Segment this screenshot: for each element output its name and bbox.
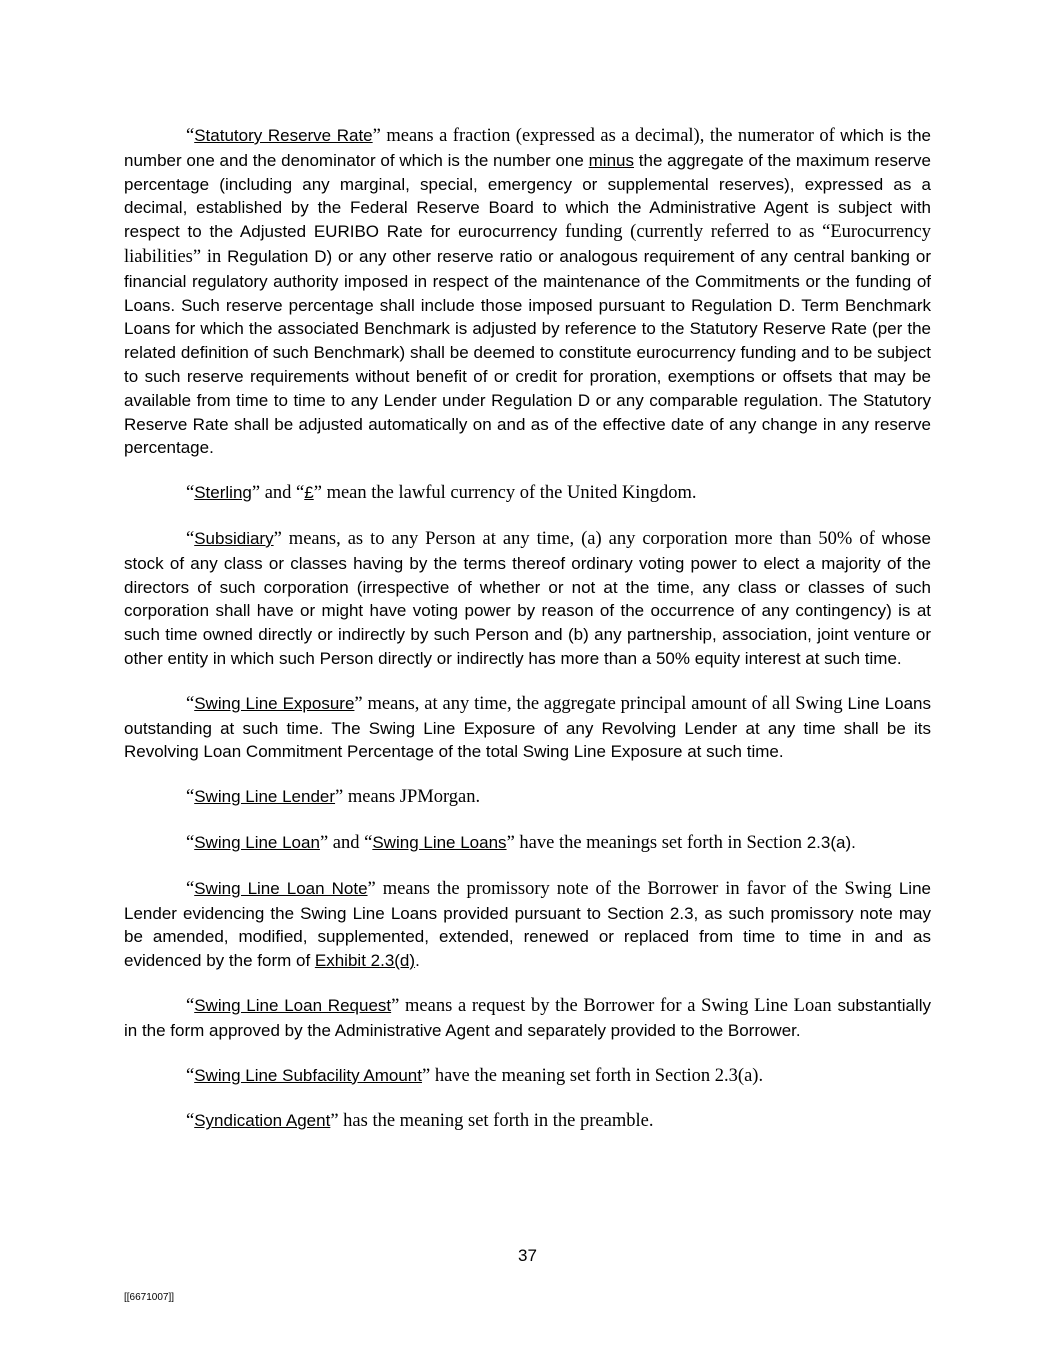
defined-term: Swing Line Loan Request <box>194 995 392 1015</box>
defined-term: £ <box>304 483 314 503</box>
defined-term: Swing Line Lender <box>194 787 336 807</box>
definition-statutory-reserve-rate: “Statutory Reserve Rate” means a fraction (expressed as a decimal), the numerator of which is the number one and the denominator of which is the number one minus the aggregate of the maximum reserve percentage (including any marginal, special, emergency or supplemental reserves), expressed as a decimal, established by the Federal Reserve Board to which the Administrative Agent is subject with respect to the Adjusted EURIBO Rate for eurocurrency funding (currently referred to as “Eurocurrency liabilities” in Regulation D) or any other reserve ratio or analogous requirement of any central banking or financial regulatory authority imposed in respect of the maintenance of the Commitments or the funding of Loans. Such reserve percentage shall include those imposed pursuant to Regulation D. Term Benchmark Loans for which the associated Benchmark is adjusted by reference to the Statutory Reserve Rate (per the related definition of such Benchmark) shall be deemed to constitute eurocurrency funding and to be subject to such reserve requirements without benefit of or credit for proration, exemptions or offsets that may be available from time to time to any Lender under Regulation D or any comparable regulation. The Statutory Reserve Rate shall be adjusted automatically on and as of the effective date of any change in any reserve percentage. <box>124 126 932 458</box>
definition-swing-line-subfacility-amount: “Swing Line Subfacility Amount” have the meaning set forth in Section 2.3(a). <box>186 1065 764 1086</box>
definition-sterling: “Sterling” and “£” mean the lawful currency of the United Kingdom. <box>186 483 697 504</box>
definition-swing-line-exposure: “Swing Line Exposure” means, at any time, the aggregate principal amount of all Swing Line Loans outstanding at such time. The Swing Line Exposure of any Revolving Lender at any time shall be its Revolving Loan Commitment Percentage of the total Swing Line Exposure at such time. <box>124 693 931 762</box>
defined-term: Swing Line Loan <box>194 832 320 852</box>
defined-term: Statutory Reserve Rate <box>194 126 373 145</box>
defined-term: Swing Line Subfacility Amount <box>194 1065 422 1085</box>
defined-term: Swing Line Loans <box>372 832 507 852</box>
defined-term: Sterling <box>194 483 252 503</box>
definition-subsidiary: “Subsidiary” means, as to any Person at any time, (a) any corporation more than 50% of whose stock of any class or classes having by the terms thereof ordinary voting power to elect a majority of the directors of such corporation (irrespective of whether or not at the time, any class or classes of such corporation shall have or might have voting power by reason of the occurrence of any contingency) is at such time owned directly or indirectly by such Person and (b) any partnership, association, joint venture or other entity in which such Person directly or indirectly has more than a 50% equity interest at such time. <box>124 528 931 668</box>
defined-term: Swing Line Loan Note <box>194 878 368 898</box>
emphasis-minus: minus <box>588 150 634 170</box>
definitions-body <box>124 124 931 1155</box>
definition-swing-line-loan-note: “Swing Line Loan Note” means the promissory note of the Borrower in favor of the Swing Line Lender evidencing the Swing Line Loans provided pursuant to Section 2.3, as such promissory note may be amended, modified, supplemented, extended, renewed or replaced from time to time in and as evidenced by the form of Exhibit 2.3(d). <box>124 878 931 971</box>
definition-swing-line-loan: “Swing Line Loan” and “Swing Line Loans” have the meanings set forth in Section 2.3(a). <box>186 832 856 853</box>
definition-swing-line-loan-request: “Swing Line Loan Request” means a request by the Borrower for a Swing Line Loan substantially in the form approved by the Administrative Agent and separately provided to the Borrower. <box>124 995 931 1040</box>
defined-term: Subsidiary <box>194 528 274 548</box>
defined-term: Syndication Agent <box>194 1111 331 1131</box>
exhibit-reference: Exhibit 2.3(d) <box>314 951 416 971</box>
document-id: [[6671007]] <box>124 1292 175 1303</box>
page-number: 37 <box>518 1246 537 1265</box>
definition-syndication-agent: “Syndication Agent” has the meaning set forth in the preamble. <box>186 1111 654 1132</box>
definition-swing-line-lender: “Swing Line Lender” means JPMorgan. <box>186 787 481 808</box>
defined-term: Swing Line Exposure <box>194 693 355 713</box>
